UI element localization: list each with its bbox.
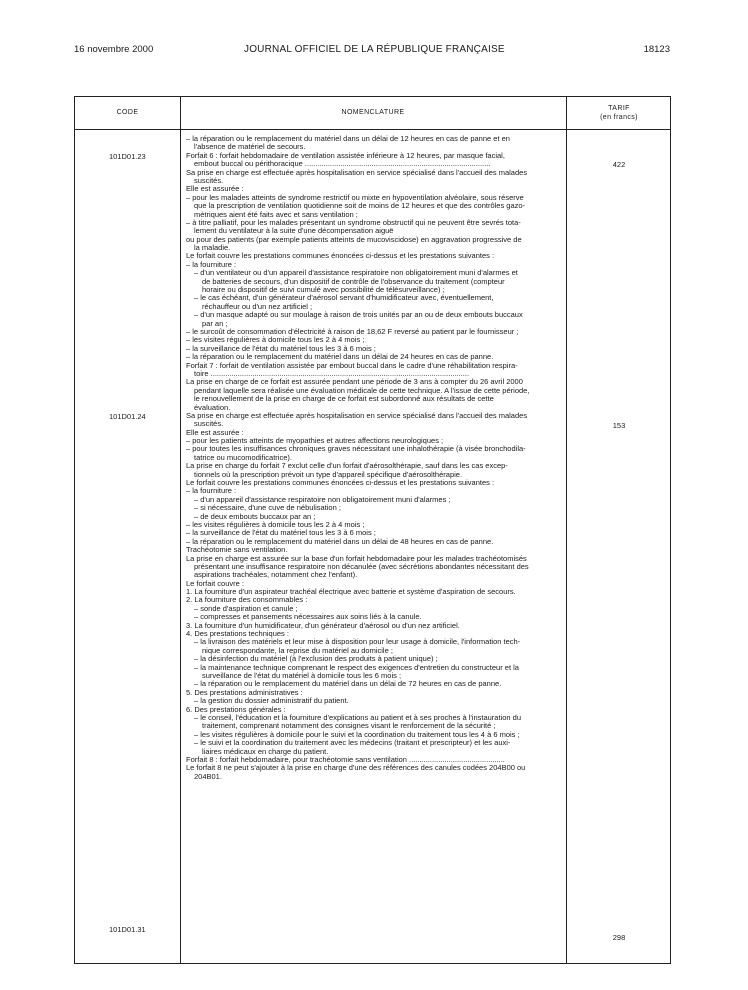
nomenclature-line: présentant une insuffisance respiratoire non décanulée (avec sécrétions abondantes nécessitant des xyxy=(194,562,529,571)
nomenclature-line: surveillance de l'état du matériel à domicile tous les 6 mois ; xyxy=(202,672,402,680)
nomenclature-line: – la réparation ou le remplacement du matériel dans un délai de 24 heures en cas de panne. xyxy=(186,353,494,362)
nomenclature-line: – la fourniture : xyxy=(186,260,237,269)
tarif-label: TARIF xyxy=(608,105,630,112)
nomenclature-line: – la réparation ou le remplacement du matériel dans un délai de 48 heures en cas de panne. xyxy=(186,537,494,546)
nomenclature-line: – de deux embouts buccaux par an ; xyxy=(194,512,316,521)
nomenclature-line: – d'un ventilateur ou d'un appareil d'assistance respiratoire non obligatoirement muni d'alarmes et xyxy=(194,269,518,278)
nomenclature-line: métriques aient été faits avec et sans ventilation ; xyxy=(194,210,358,219)
nomenclature-line: – la réparation ou le remplacement du matériel dans un délai de 12 heures en cas de panne et en xyxy=(186,135,510,143)
nomenclature-line: aspirations trachéales, notamment chez l'enfant). xyxy=(194,571,358,580)
nomenclature-line: – d'un masque adapté ou sur moulage à raison de trois unités par an ou de deux embouts buccaux xyxy=(194,311,523,320)
nomenclature-line: 3. La fourniture d'un humidificateur, d'un générateur d'aérosol ou d'un nez artificiel. xyxy=(186,621,460,630)
tarif-column-header xyxy=(566,104,672,122)
page-number: 18123 xyxy=(643,44,670,55)
nomenclature-line: nique correspondante, la reprise du matériel au domicile ; xyxy=(202,646,393,655)
nomenclature-line: Forfait 8 : forfait hebdomadaire, pour trachéotomie sans ventilation .............................................. xyxy=(186,755,505,764)
nomenclature-line: liaires médicaux en charge du patient. xyxy=(202,747,329,756)
nomenclature-line: – la maintenance technique comprenant le respect des exigences d'entretien du constructeur et la xyxy=(194,663,519,672)
nomenclature-line: – le surcoût de consommation d'électricité à raison de 18,62 F reversé au patient par le fournisseur ; xyxy=(186,327,519,336)
code-cell: 101D01.24 xyxy=(109,412,146,422)
nomenclature-line: La prise en charge de ce forfait est assurée pendant une période de 3 ans à compter du 26 avril 2000 xyxy=(186,378,523,387)
code-column-header: CODE xyxy=(116,109,139,116)
nomenclature-line: 5. Des prestations administratives : xyxy=(186,688,303,697)
nomenclature-line: – la surveillance de l'état du matériel tous les 3 à 6 mois ; xyxy=(186,344,376,353)
nomenclature-column-header: NOMENCLATURE xyxy=(341,109,405,116)
nomenclature-line: – la gestion du dossier administratif du patient. xyxy=(194,697,349,706)
nomenclature-line: suscités. xyxy=(194,176,224,185)
nomenclature-line: – pour toutes les insuffisances chroniques graves nécessitant une inhalothérapie (à visée bronchodila- xyxy=(186,445,526,454)
column-divider xyxy=(566,97,567,963)
nomenclature-line: 4. Des prestations techniques : xyxy=(186,630,289,639)
nomenclature-line: tionnels où la prescription prévoit un type d'appareil spécifique d'aérosolthérapie. xyxy=(194,470,463,479)
page-header xyxy=(0,44,748,60)
nomenclature-line: – sonde d'aspiration et canule ; xyxy=(194,604,298,613)
nomenclature-line: – la fourniture : xyxy=(186,487,237,496)
nomenclature-line: Elle est assurée : xyxy=(186,428,244,437)
nomenclature-line: 204B01. xyxy=(194,772,222,781)
nomenclature-line: – les visites régulières à domicile tous les 2 à 4 mois ; xyxy=(186,336,365,345)
nomenclature-line: – le cas échéant, d'un générateur d'aérosol servant d'humidificateur avec, éventuellement, xyxy=(194,294,494,303)
tarif-cell: 422 xyxy=(612,160,626,170)
nomenclature-line: – à titre palliatif, pour les malades présentant un syndrome obstructif qui ne peuvent être sevrés tota- xyxy=(186,218,521,227)
nomenclature-line: – les visites régulières à domicile pour le suivi et la coordination du traitement tous les 4 à 6 mois ; xyxy=(194,730,520,739)
nomenclature-line: La prise en charge est assurée sur la base d'un forfait hebdomadaire pour les malades trachéotomisés xyxy=(186,554,527,563)
journal-title: JOURNAL OFFICIEL DE LA RÉPUBLIQUE FRANÇAISE xyxy=(244,44,505,55)
nomenclature-line: tatrice ou mucomodificatrice). xyxy=(194,453,292,462)
nomenclature-line: – les visites régulières à domicile tous les 2 à 4 mois ; xyxy=(186,520,365,529)
header-divider xyxy=(75,129,670,130)
nomenclature-line: suscités. xyxy=(194,420,224,429)
code-cell: 101D01.31 xyxy=(109,924,146,934)
nomenclature-line: – la réparation ou le remplacement du matériel dans un délai de 72 heures en cas de panne. xyxy=(194,680,502,689)
nomenclature-line: horaire ou dispositif de suivi cumulé avec possibilité de télésurveillance) ; xyxy=(202,286,445,295)
code-cell: 101D01.23 xyxy=(109,151,146,161)
nomenclature-line: ou pour des patients (par exemple patients atteints de mucoviscidose) en aggravation progressive de xyxy=(186,235,522,244)
nomenclature-line: – compresses et pansements nécessaires aux soins liés à la canule. xyxy=(194,613,422,622)
nomenclature-line: traitement, comprenant notamment des consignes visant le renforcement de la sécurité ; xyxy=(202,722,496,731)
nomenclature-line: Le forfait 8 ne peut s'ajouter à la prise en charge d'une des références des canules codées 204B00 ou xyxy=(186,764,526,773)
nomenclature-line: – la désinfection du matériel (à l'exclusion des produits à patient unique) ; xyxy=(194,655,438,664)
nomenclature-line: Sa prise en charge est effectuée après hospitalisation en service spécialisé dans l'accueil des malades xyxy=(186,411,528,420)
nomenclature-line: Le forfait couvre les prestations communes énoncées ci-dessus et les prestations suivantes : xyxy=(186,479,495,488)
nomenclature-line: toire ............................................................................................................................ xyxy=(194,369,470,378)
nomenclature-line: 1. La fourniture d'un aspirateur trachéal électrique avec batterie et système d'aspiration de secours. xyxy=(186,588,516,597)
tarif-cell: 153 xyxy=(612,420,626,430)
nomenclature-line: évaluation. xyxy=(194,403,231,412)
nomenclature-line: – la surveillance de l'état du matériel tous les 3 à 6 mois ; xyxy=(186,529,376,538)
nomenclature-line: l'absence de matériel de secours. xyxy=(194,143,306,152)
issue-date: 16 novembre 2000 xyxy=(74,44,154,55)
nomenclature-line: la maladie. xyxy=(194,244,231,253)
nomenclature-line: Trachéotomie sans ventilation. xyxy=(186,546,288,555)
nomenclature-line: – le suivi et la coordination du traitement avec les médecins (traitant et prescripteur) et les auxi- xyxy=(194,739,511,748)
nomenclature-line: Elle est assurée : xyxy=(186,185,244,194)
nomenclature-line: – pour les malades atteints de syndrome restrictif ou mixte en hypoventilation alvéolaire, sous réserve xyxy=(186,193,524,202)
nomenclature-table xyxy=(74,96,671,964)
nomenclature-line: par an ; xyxy=(202,319,228,328)
nomenclature-line: réchauffeur ou d'un nez artificiel ; xyxy=(202,302,313,311)
nomenclature-line: – le conseil, l'éducation et la fourniture d'explications au patient et à ses proches à l'instauration du xyxy=(194,713,521,722)
nomenclature-line: – la livraison des matériels et leur mise à disposition pour leur usage à domicile, l'information tech- xyxy=(194,638,521,647)
nomenclature-line: – d'un appareil d'assistance respiratoire non obligatoirement muni d'alarmes ; xyxy=(194,495,451,504)
nomenclature-line: – pour les patients atteints de myopathies et autres affections neurologiques ; xyxy=(186,437,444,446)
tarif-cell: 298 xyxy=(612,933,626,942)
nomenclature-line: La prise en charge du forfait 7 exclut celle d'un forfait d'aérosolthérapie, sauf dans les cas excep- xyxy=(186,462,508,471)
nomenclature-line: que la prescription de ventilation quotidienne soit de moins de 12 heures et que des contrôles gazo- xyxy=(194,202,526,211)
nomenclature-line: Le forfait couvre : xyxy=(186,579,244,588)
nomenclature-line: 2. La fourniture des consommables : xyxy=(186,596,308,605)
nomenclature-line: Forfait 7 : forfait de ventilation assistée par embout buccal dans le cadre d'une réhabilitation respira- xyxy=(186,361,518,370)
nomenclature-line: lement du ventilateur à la suite d'une décompensation aiguë xyxy=(194,227,394,236)
nomenclature-line: Sa prise en charge est effectuée après hospitalisation en service spécialisé dans l'accueil des malades xyxy=(186,168,528,177)
tarif-unit: (en francs) xyxy=(600,114,638,121)
nomenclature-line: embout buccal ou périthoracique ......................................................................................... xyxy=(194,160,491,169)
nomenclature-line: de batteries de secours, d'un dispositif de contrôle de l'observance du traitement (compteur xyxy=(202,277,505,286)
column-divider xyxy=(180,97,181,963)
nomenclature-line: 6. Des prestations générales : xyxy=(186,705,286,714)
nomenclature-text xyxy=(186,135,563,781)
nomenclature-line: Forfait 6 : forfait hebdomadaire de ventilation assistée inférieure à 12 heures, par masque facial, xyxy=(186,151,505,160)
nomenclature-line: Le forfait couvre les prestations communes énoncées ci-dessus et les prestations suivantes : xyxy=(186,252,495,261)
nomenclature-line: pendant laquelle sera réalisée une évaluation médicale de cette technique. A l'issue de cette période, xyxy=(194,386,530,395)
nomenclature-line: le renouvellement de la prise en charge de ce forfait est subordonné aux résultats de cette xyxy=(194,395,494,404)
nomenclature-line: – si nécessaire, d'une cuve de nébulisation ; xyxy=(194,504,341,513)
